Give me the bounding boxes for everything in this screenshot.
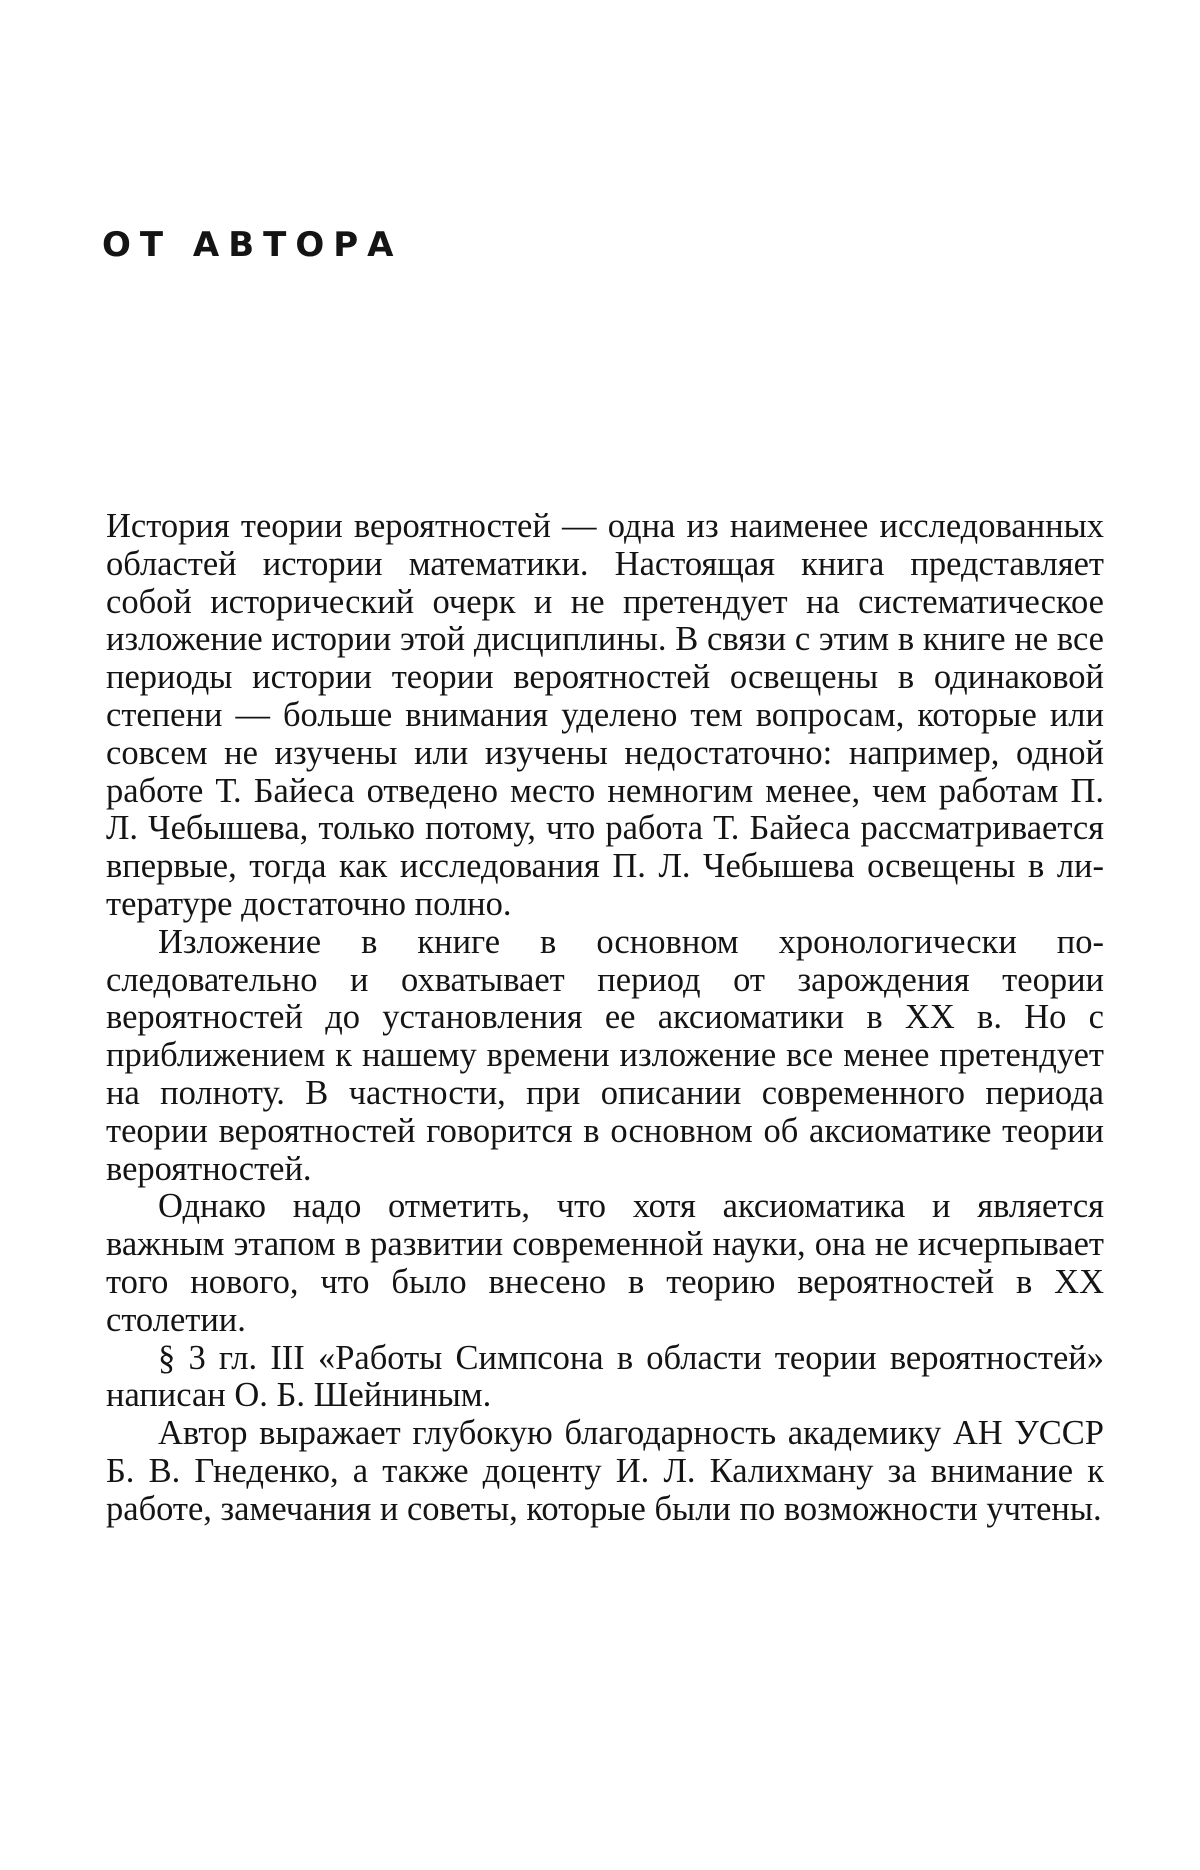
paragraph-intro: История теории вероятностей — одна из наименее исследованных областей истории математики. Настоящая книга представляет собой исторический очерк и не претендует на систематическое изложение истории этой дисциплины. В связи с этим в книге не все периоды истории теории вероятностей освещены в одинаковой степени — больше внимания уделено тем вопросам, которые или совсем не изучены или изучены недостаточно: например, одной работе Т. Байеса отведено место немногим менее, чем работам П. Л. Чебышева, только потому, что работа Т. Байеса рассматривается впервые, тогда как исследования П. Л. Чебышева освещены в литературе достаточно полно. [106, 507, 1104, 923]
paragraph-acknowledgements: Автор выражает глубокую благодарность академику АН УССР Б. В. Гнеденко, а также доценту И. Л. Калихману за внимание к работе, замечания и советы, которые были по возможности учтены. [106, 1414, 1104, 1528]
paragraph-chronology: Изложение в книге в основном хронологически последовательно и охватывает период от зарождения теории вероятностей до установления ее аксиоматики в XX в. Но с приближением к нашему времени изложение все менее претендует на полноту. В частности, при описании современного периода теории вероятностей говорится в основном об аксиоматике теории вероятностей. [106, 922, 1104, 1188]
section-heading: ОТ АВТОРА [102, 225, 403, 265]
body-text [106, 508, 1104, 1529]
paragraph-section-note: § 3 гл. III «Работы Симпсона в области теории вероятностей» написан О. Б. Шейниным. [106, 1338, 1104, 1415]
paragraph-axiomatics: Однако надо отметить, что хотя аксиоматика и является важным этапом в развитии современной науки, она не исчерпывает того нового, что было внесено в теорию вероятностей в XX столетии. [106, 1187, 1104, 1339]
